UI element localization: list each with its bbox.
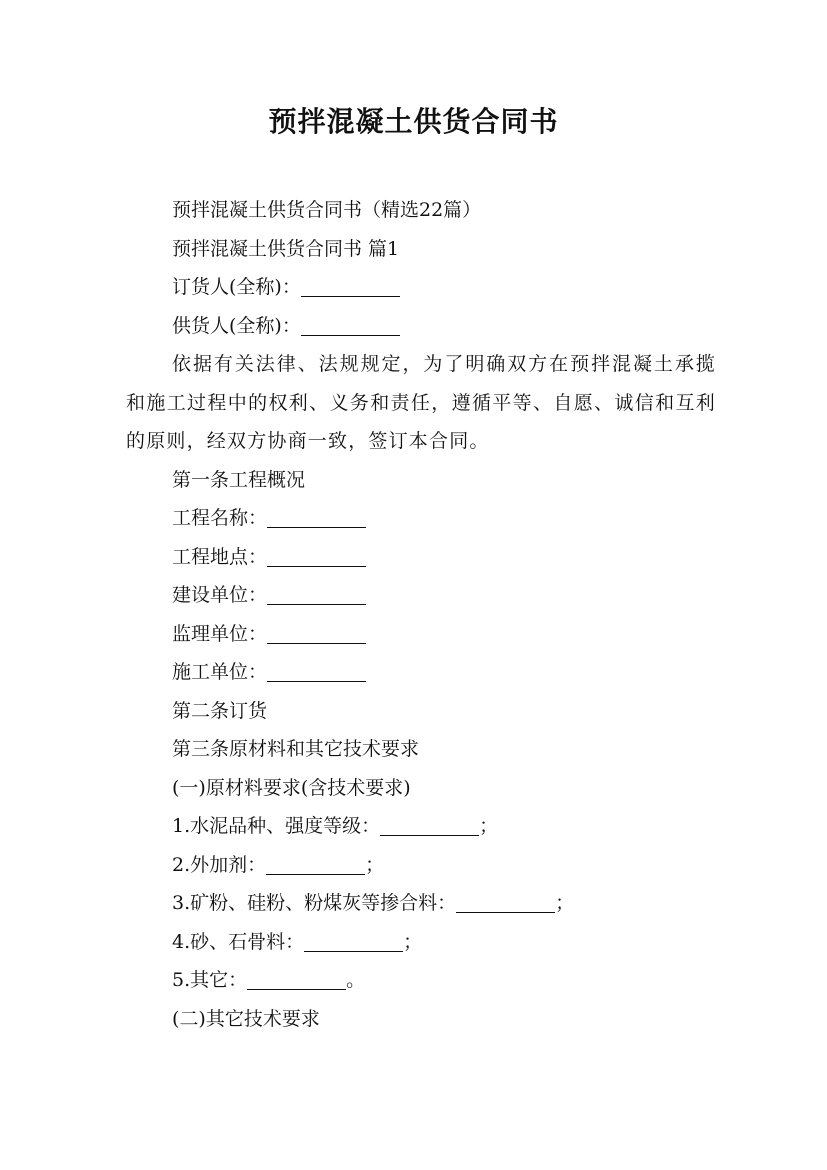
- field-mineral-additives: [126, 884, 716, 923]
- field-aggregate: [126, 923, 716, 962]
- document-body: [126, 191, 716, 1038]
- field-admixture: [126, 846, 716, 885]
- fill-in-blank: [380, 834, 479, 836]
- paragraph-preamble: [126, 345, 716, 461]
- fill-in-blank: [267, 642, 366, 644]
- fill-in-blank: [267, 565, 366, 567]
- article-3-heading: [126, 730, 716, 769]
- fill-in-blank: [267, 680, 366, 682]
- field-label: 5.其它：: [172, 969, 248, 991]
- punctuation: ；: [555, 892, 575, 914]
- fill-in-blank: [267, 526, 366, 528]
- field-label: 1.水泥品种、强度等级：: [172, 815, 381, 837]
- fill-in-blank: [247, 988, 346, 990]
- field-construction-unit: [126, 576, 716, 615]
- field-label: 建设单位：: [172, 584, 268, 606]
- field-label: 工程名称：: [172, 507, 268, 529]
- section-raw-materials-heading: [126, 769, 716, 808]
- paragraph-text: 第一条工程概况: [172, 468, 306, 491]
- paragraph-text: (二)其它技术要求: [172, 1007, 320, 1030]
- paragraph-text: 预拌混凝土供货合同书 篇1: [172, 237, 400, 260]
- field-label: 订货人(全称)：: [172, 276, 301, 298]
- paragraph-text: 第二条订货: [172, 699, 268, 722]
- field-label: 4.砂、石骨料：: [172, 930, 305, 953]
- field-contractor-unit: [126, 653, 716, 692]
- paragraph-subtitle: [126, 191, 716, 230]
- field-label: 3.矿粉、硅粉、粉煤灰等掺合料：: [172, 892, 457, 914]
- field-supervision-unit: [126, 615, 716, 654]
- field-label: 工程地点：: [172, 545, 268, 568]
- fill-in-blank: [266, 873, 365, 875]
- field-orderer: [126, 268, 716, 307]
- field-label: 供货人(全称)：: [172, 314, 301, 337]
- field-label: 施工单位：: [172, 661, 268, 683]
- punctuation: ；: [403, 930, 423, 953]
- punctuation: 。: [346, 969, 366, 991]
- field-cement: [126, 807, 716, 846]
- paragraph-text: (一)原材料要求(含技术要求): [172, 776, 411, 799]
- paragraph-text: 第三条原材料和其它技术要求: [172, 738, 420, 760]
- document-title: 预拌混凝土供货合同书: [268, 105, 559, 138]
- field-label: 2.外加剂：: [172, 853, 267, 876]
- fill-in-blank: [301, 334, 400, 336]
- article-2-heading: [126, 692, 716, 731]
- fill-in-blank: [456, 911, 555, 913]
- field-label: 监理单位：: [172, 622, 268, 645]
- field-project-name: [126, 499, 716, 538]
- paragraph-text: 预拌混凝土供货合同书（精选22篇）: [172, 199, 482, 221]
- field-other: [126, 961, 716, 1000]
- punctuation: ；: [479, 815, 499, 837]
- fill-in-blank: [267, 603, 366, 605]
- fill-in-blank: [301, 295, 400, 297]
- fill-in-blank: [304, 950, 403, 952]
- field-supplier: [126, 307, 716, 346]
- paragraph-part-heading: [126, 230, 716, 269]
- paragraph-text: 依据有关法律、法规规定，为了明确双方在预拌混凝土承揽和施工过程中的权利、义务和责任，遵循平等、自愿、诚信和互利的原则，经双方协商一致，签订本合同。: [126, 353, 716, 452]
- punctuation: ；: [365, 853, 385, 876]
- field-project-location: [126, 538, 716, 577]
- section-other-requirements-heading: [126, 1000, 716, 1039]
- article-1-heading: [126, 461, 716, 500]
